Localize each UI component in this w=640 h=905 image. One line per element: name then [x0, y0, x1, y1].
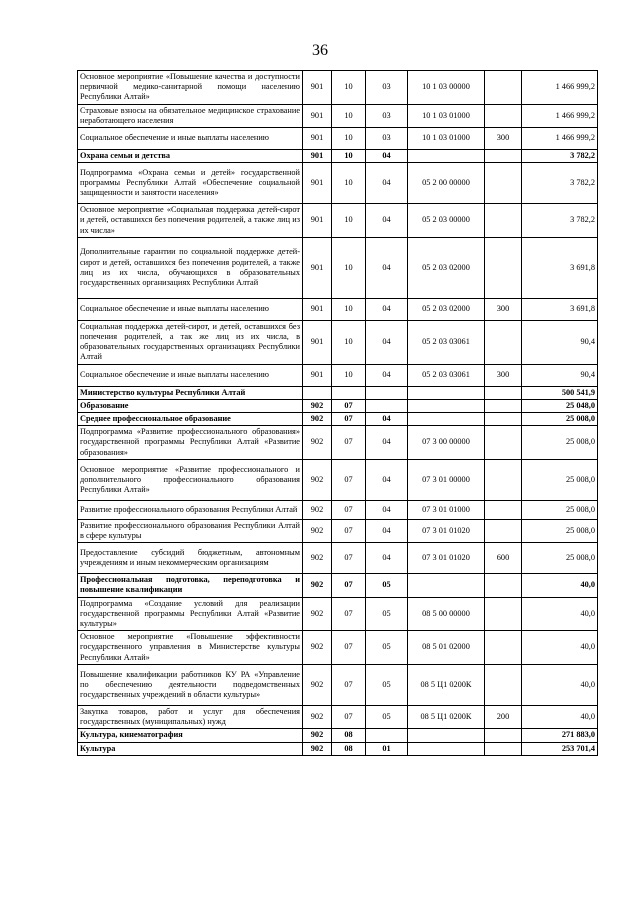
table-row	[78, 631, 598, 665]
row-subsection-code: 03	[366, 104, 408, 127]
row-subsection-code: 04	[366, 204, 408, 238]
row-expense-type-code	[485, 204, 522, 238]
table-row	[78, 742, 598, 755]
row-target-item-code: 05 2 03 02000	[408, 237, 485, 298]
row-amount: 25 008,0	[522, 543, 598, 574]
row-amount: 40,0	[522, 597, 598, 631]
table-row	[78, 459, 598, 500]
row-section-code: 07	[332, 705, 366, 728]
table-row	[78, 519, 598, 542]
row-subsection-code: 04	[366, 543, 408, 574]
row-expense-type-code	[485, 729, 522, 742]
row-target-item-code	[408, 386, 485, 399]
row-dept-code: 902	[303, 519, 332, 542]
row-expense-type-code: 300	[485, 128, 522, 150]
row-expense-type-code	[485, 386, 522, 399]
row-dept-code: 901	[303, 150, 332, 163]
row-subsection-code: 05	[366, 597, 408, 631]
budget-table	[77, 70, 598, 756]
row-dept-code: 901	[303, 364, 332, 386]
row-expense-type-code	[485, 399, 522, 412]
row-target-item-code: 08 5 Ц1 0200К	[408, 664, 485, 705]
row-amount: 25 008,0	[522, 413, 598, 426]
row-expense-type-code	[485, 574, 522, 597]
row-amount: 253 701,4	[522, 742, 598, 755]
table-row	[78, 399, 598, 412]
row-expense-type-code	[485, 664, 522, 705]
row-name: Страховые взносы на обязательное медицинское страхование неработающего населения	[78, 104, 303, 127]
row-subsection-code	[366, 386, 408, 399]
row-amount: 90,4	[522, 320, 598, 364]
row-name: Профессиональная подготовка, переподготовка и повышение квалификации	[78, 574, 303, 597]
row-section-code: 10	[332, 237, 366, 298]
row-dept-code: 901	[303, 71, 332, 105]
table-row	[78, 163, 598, 204]
row-target-item-code: 07 3 01 01020	[408, 543, 485, 574]
row-dept-code: 901	[303, 163, 332, 204]
table-row	[78, 705, 598, 728]
row-name: Основное мероприятие «Социальная поддержка детей-сирот и детей, оставшихся без попечения родителей, а также лиц из их числа»	[78, 204, 303, 238]
row-subsection-code: 04	[366, 413, 408, 426]
row-subsection-code: 05	[366, 574, 408, 597]
row-amount: 40,0	[522, 705, 598, 728]
row-name: Культура	[78, 742, 303, 755]
row-amount: 3 782,2	[522, 150, 598, 163]
row-dept-code: 902	[303, 459, 332, 500]
row-name: Социальная поддержка детей-сирот, и детей, оставшихся без попечения родителей, а так же лиц из их числа, в образовательных государственных организациях Республики Алтай	[78, 320, 303, 364]
row-amount: 25 008,0	[522, 500, 598, 519]
row-section-code: 10	[332, 150, 366, 163]
row-expense-type-code	[485, 413, 522, 426]
row-expense-type-code: 200	[485, 705, 522, 728]
row-name: Закупка товаров, работ и услуг для обеспечения государственных (муниципальных) нужд	[78, 705, 303, 728]
row-section-code: 07	[332, 574, 366, 597]
row-name: Подпрограмма «Развитие профессионального образования» государственной программы Республики Алтай «Развитие образования»	[78, 426, 303, 460]
row-subsection-code: 04	[366, 237, 408, 298]
row-target-item-code	[408, 742, 485, 755]
row-target-item-code: 05 2 00 00000	[408, 163, 485, 204]
row-section-code: 10	[332, 71, 366, 105]
row-expense-type-code: 300	[485, 298, 522, 320]
row-section-code: 07	[332, 543, 366, 574]
row-dept-code: 901	[303, 128, 332, 150]
row-dept-code: 902	[303, 399, 332, 412]
row-amount: 3 782,2	[522, 163, 598, 204]
row-dept-code: 902	[303, 543, 332, 574]
table-row	[78, 150, 598, 163]
row-dept-code: 902	[303, 413, 332, 426]
row-section-code: 10	[332, 204, 366, 238]
row-subsection-code: 05	[366, 631, 408, 665]
row-amount: 40,0	[522, 631, 598, 665]
row-name: Подпрограмма «Создание условий для реализации государственной программы Республики Алтай «Развитие культуры»	[78, 597, 303, 631]
row-target-item-code	[408, 399, 485, 412]
row-amount: 40,0	[522, 574, 598, 597]
row-amount: 25 008,0	[522, 426, 598, 460]
row-name: Социальное обеспечение и иные выплаты населению	[78, 364, 303, 386]
row-expense-type-code	[485, 426, 522, 460]
row-name: Подпрограмма «Охрана семьи и детей» государственной программы Республики Алтай «Обеспечение социальной защищенности и занятости населения»	[78, 163, 303, 204]
row-expense-type-code	[485, 150, 522, 163]
row-subsection-code: 04	[366, 519, 408, 542]
table-row	[78, 543, 598, 574]
row-section-code: 10	[332, 364, 366, 386]
row-dept-code: 902	[303, 426, 332, 460]
row-subsection-code: 03	[366, 128, 408, 150]
row-expense-type-code	[485, 500, 522, 519]
row-name: Социальное обеспечение и иные выплаты населению	[78, 128, 303, 150]
table-row	[78, 320, 598, 364]
row-target-item-code: 07 3 01 00000	[408, 459, 485, 500]
row-dept-code: 901	[303, 237, 332, 298]
row-expense-type-code	[485, 459, 522, 500]
row-dept-code: 902	[303, 631, 332, 665]
row-expense-type-code	[485, 631, 522, 665]
row-section-code: 07	[332, 399, 366, 412]
row-expense-type-code	[485, 742, 522, 755]
table-row	[78, 386, 598, 399]
page-number: 36	[312, 42, 328, 59]
row-expense-type-code	[485, 519, 522, 542]
row-subsection-code: 04	[366, 163, 408, 204]
row-name: Социальное обеспечение и иные выплаты населению	[78, 298, 303, 320]
row-section-code: 08	[332, 742, 366, 755]
row-name: Основное мероприятие «Повышение качества и доступности первичной медико-санитарной помощи населению Республики Алтай»	[78, 71, 303, 105]
row-section-code: 07	[332, 426, 366, 460]
row-target-item-code	[408, 413, 485, 426]
row-name: Дополнительные гарантии по социальной поддержке детей-сирот и детей, оставшихся без попечения родителей, а также лиц из их числа, обучающихся в образовательных государственных организациях Республики Алтай	[78, 237, 303, 298]
row-subsection-code: 04	[366, 320, 408, 364]
table-row	[78, 298, 598, 320]
row-section-code: 07	[332, 631, 366, 665]
row-dept-code: 902	[303, 742, 332, 755]
row-subsection-code	[366, 729, 408, 742]
row-subsection-code: 05	[366, 705, 408, 728]
row-target-item-code: 05 2 03 03061	[408, 364, 485, 386]
row-name: Развитие профессионального образования Республики Алтай в сфере культуры	[78, 519, 303, 542]
table-row	[78, 104, 598, 127]
row-subsection-code: 05	[366, 664, 408, 705]
row-amount: 500 541,9	[522, 386, 598, 399]
table-row	[78, 664, 598, 705]
row-name: Основное мероприятие «Повышение эффективности государственного управления в Министерстве культуры Республики Алтай»	[78, 631, 303, 665]
table-row	[78, 71, 598, 105]
row-subsection-code: 04	[366, 298, 408, 320]
row-name: Основное мероприятие «Развитие профессионального и дополнительного профессионального образования Республики Алтай»	[78, 459, 303, 500]
row-dept-code: 901	[303, 320, 332, 364]
row-name: Охрана семьи и детства	[78, 150, 303, 163]
row-section-code: 10	[332, 298, 366, 320]
row-name: Повышение квалификации работников КУ РА «Управление по обеспечению деятельности подведомственных государственных учреждений в области культуры»	[78, 664, 303, 705]
row-amount: 25 048,0	[522, 399, 598, 412]
row-amount: 25 008,0	[522, 519, 598, 542]
row-expense-type-code	[485, 163, 522, 204]
row-subsection-code: 04	[366, 150, 408, 163]
row-target-item-code	[408, 150, 485, 163]
row-section-code: 10	[332, 320, 366, 364]
row-target-item-code: 08 5 00 00000	[408, 597, 485, 631]
row-section-code: 10	[332, 128, 366, 150]
row-target-item-code: 10 1 03 01000	[408, 128, 485, 150]
row-expense-type-code	[485, 237, 522, 298]
row-target-item-code: 05 2 03 00000	[408, 204, 485, 238]
row-section-code: 07	[332, 413, 366, 426]
row-target-item-code	[408, 729, 485, 742]
row-dept-code: 902	[303, 705, 332, 728]
row-amount: 271 883,0	[522, 729, 598, 742]
row-target-item-code: 05 2 03 03061	[408, 320, 485, 364]
row-subsection-code	[366, 399, 408, 412]
row-section-code: 07	[332, 664, 366, 705]
row-subsection-code: 04	[366, 426, 408, 460]
row-name: Министерство культуры Республики Алтай	[78, 386, 303, 399]
row-subsection-code: 03	[366, 71, 408, 105]
table-row	[78, 413, 598, 426]
row-amount: 3 691,8	[522, 237, 598, 298]
row-expense-type-code	[485, 71, 522, 105]
row-subsection-code: 04	[366, 500, 408, 519]
row-name: Культура, кинематография	[78, 729, 303, 742]
row-amount: 1 466 999,2	[522, 71, 598, 105]
row-subsection-code: 04	[366, 364, 408, 386]
table-row	[78, 574, 598, 597]
row-subsection-code: 04	[366, 459, 408, 500]
row-dept-code: 902	[303, 500, 332, 519]
row-subsection-code: 01	[366, 742, 408, 755]
row-name: Предоставление субсидий бюджетным, автономным учреждениям и иным некоммерческим организациям	[78, 543, 303, 574]
table-row	[78, 237, 598, 298]
row-expense-type-code	[485, 104, 522, 127]
row-amount: 1 466 999,2	[522, 104, 598, 127]
row-target-item-code: 10 1 03 00000	[408, 71, 485, 105]
row-target-item-code: 07 3 00 00000	[408, 426, 485, 460]
row-amount: 3 782,2	[522, 204, 598, 238]
table-row	[78, 364, 598, 386]
table-row	[78, 597, 598, 631]
table-row	[78, 128, 598, 150]
row-section-code: 10	[332, 163, 366, 204]
row-section-code	[332, 386, 366, 399]
row-target-item-code	[408, 574, 485, 597]
row-dept-code: 901	[303, 204, 332, 238]
row-dept-code: 902	[303, 597, 332, 631]
row-section-code: 07	[332, 500, 366, 519]
row-name: Развитие профессионального образования Республики Алтай	[78, 500, 303, 519]
row-section-code: 07	[332, 459, 366, 500]
table-row	[78, 204, 598, 238]
row-expense-type-code: 600	[485, 543, 522, 574]
table-row	[78, 426, 598, 460]
row-target-item-code: 07 3 01 01000	[408, 500, 485, 519]
row-amount: 90,4	[522, 364, 598, 386]
row-dept-code: 901	[303, 298, 332, 320]
row-name: Среднее профессиональное образование	[78, 413, 303, 426]
row-target-item-code: 08 5 Ц1 0200К	[408, 705, 485, 728]
row-amount: 25 008,0	[522, 459, 598, 500]
row-target-item-code: 07 3 01 01020	[408, 519, 485, 542]
row-dept-code: 902	[303, 574, 332, 597]
row-dept-code: 901	[303, 104, 332, 127]
budget-table-body	[78, 71, 598, 756]
row-amount: 3 691,8	[522, 298, 598, 320]
table-row	[78, 729, 598, 742]
row-target-item-code: 10 1 03 01000	[408, 104, 485, 127]
row-expense-type-code	[485, 597, 522, 631]
row-dept-code: 902	[303, 664, 332, 705]
row-amount: 40,0	[522, 664, 598, 705]
row-expense-type-code: 300	[485, 364, 522, 386]
row-expense-type-code	[485, 320, 522, 364]
row-target-item-code: 05 2 03 02000	[408, 298, 485, 320]
row-dept-code	[303, 386, 332, 399]
row-section-code: 08	[332, 729, 366, 742]
table-row	[78, 500, 598, 519]
row-dept-code: 902	[303, 729, 332, 742]
row-name: Образование	[78, 399, 303, 412]
row-section-code: 07	[332, 597, 366, 631]
row-target-item-code: 08 5 01 02000	[408, 631, 485, 665]
row-section-code: 07	[332, 519, 366, 542]
row-amount: 1 466 999,2	[522, 128, 598, 150]
row-section-code: 10	[332, 104, 366, 127]
